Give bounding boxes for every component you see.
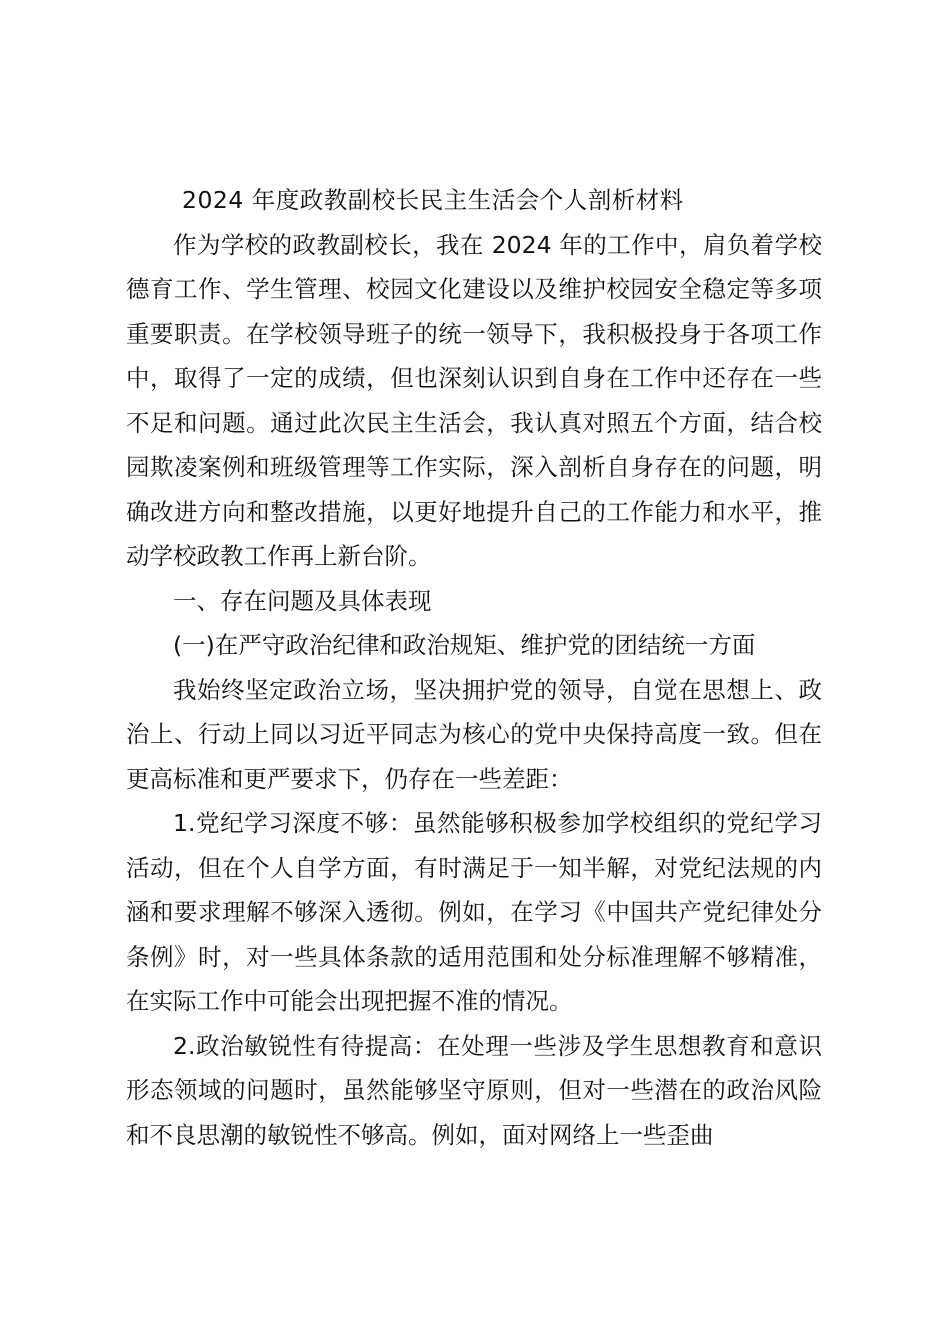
subsection-heading-political-discipline: (一)在严守政治纪律和政治规矩、维护党的团结统一方面	[173, 631, 756, 659]
document-body	[126, 178, 822, 1157]
list-item-party-discipline-study: 1.党纪学习深度不够：虽然能够积极参加学校组织的党纪学习活动，但在个人自学方面，有时满足于一知半解，对党纪法规的内涵和要求理解不够深入透彻。例如，在学习《中国共产党纪律处分条例》时，对一些具体条款的适用范围和处分标准理解不够精准，在实际工作中可能会出现把握不准的情况。	[126, 809, 822, 1015]
subsection-paragraph: 我始终坚定政治立场，坚决拥护党的领导，自觉在思想上、政治上、行动上同以习近平同志为核心的党中央保持高度一致。但在更高标准和更严要求下，仍存在一些差距：	[126, 675, 822, 793]
intro-paragraph: 作为学校的政教副校长，我在 2024 年的工作中，肩负着学校德育工作、学生管理、校园文化建设以及维护校园安全稳定等多项重要职责。在学校领导班子的统一领导下，我积极投身于各项工作中，取得了一定的成绩，但也深刻认识到自身在工作中还存在一些不足和问题。通过此次民主生活会，我认真对照五个方面，结合校园欺凌案例和班级管理等工作实际，深入剖析自身存在的问题，明确改进方向和整改措施，以更好地提升自己的工作能力和水平，推动学校政教工作再上新台阶。	[126, 230, 822, 570]
document-title: 2024 年度政教副校长民主生活会个人剖析材料	[182, 186, 684, 214]
section-heading-problems: 一、存在问题及具体表现	[173, 586, 432, 615]
list-item-political-sensitivity: 2.政治敏锐性有待提高：在处理一些涉及学生思想教育和意识形态领域的问题时，虽然能够坚守原则，但对一些潜在的政治风险和不良思潮的敏锐性不够高。例如，面对网络上一些歪曲	[126, 1031, 822, 1149]
